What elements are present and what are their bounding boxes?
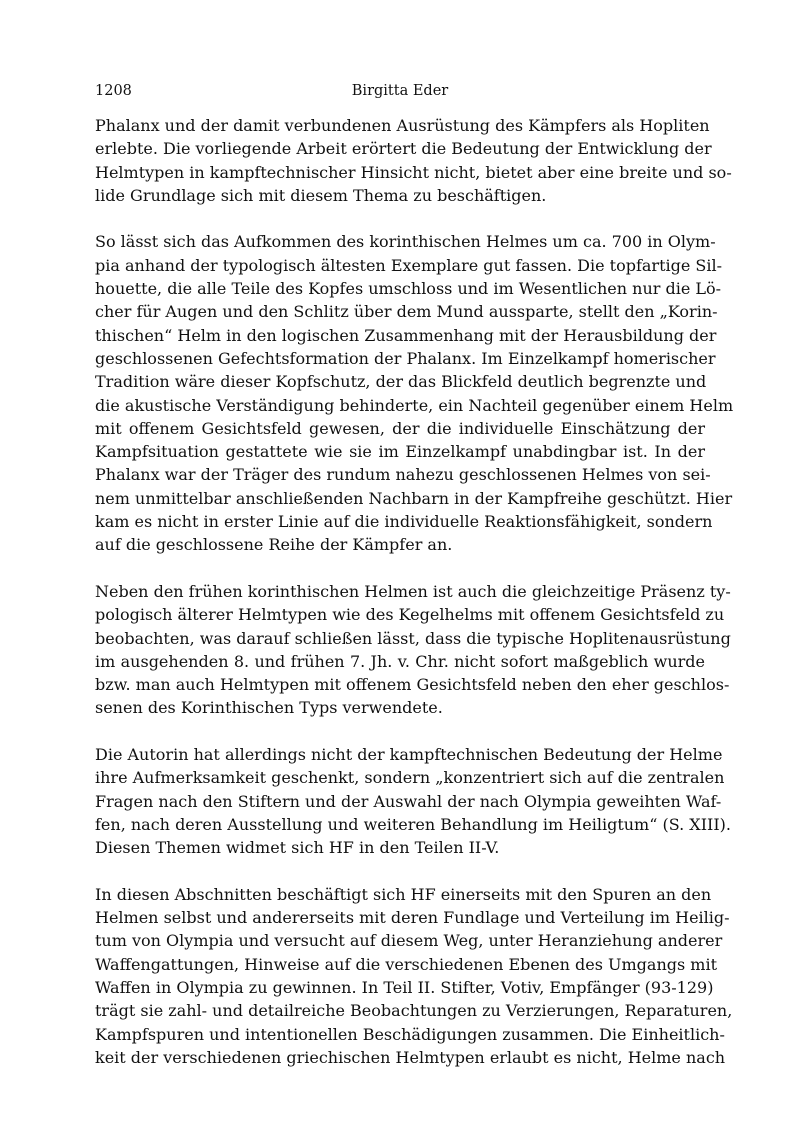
text-line: Kampfsituation gestattete wie sie im Einzelkampf unabdingbar ist. In der (95, 442, 705, 462)
text-line: nem unmittelbar anschließenden Nachbarn in der Kampfreihe geschützt. Hier (95, 488, 733, 508)
text-line: Phalanx und der damit verbundenen Ausrüstung des Kämpfers als Hopliten (95, 116, 710, 135)
text-line: trägt sie zahl- und detailreiche Beobachtungen zu Verzierungen, Reparaturen, (95, 1001, 733, 1021)
text-line: auf die geschlossene Reihe der Kämpfer an. (95, 535, 453, 555)
text-line: fen, nach deren Ausstellung und weiteren Behandlung im Heiligtum“ (S. XIII). (95, 814, 731, 834)
text-line: thischen“ Helm in den logischen Zusammenhang mit der Herausbildung der (95, 325, 717, 345)
text-line: geschlossenen Gefechtsformation der Phalanx. Im Einzelkampf homerischer (95, 348, 716, 368)
paragraph-4 (95, 743, 731, 859)
text-line: pia anhand der typologisch ältesten Exemplare gut fassen. Die topfartige Sil- (95, 255, 723, 275)
text-line: cher für Augen und den Schlitz über dem Mund aussparte, stellt den „Korin- (95, 302, 718, 322)
text-line: houette, die alle Teile des Kopfes umschloss und im Wesentlichen nur die Lö- (95, 279, 722, 299)
text-line: Neben den frühen korinthischen Helmen ist auch die gleichzeitige Präsenz ty- (95, 581, 731, 601)
text-line: erlebte. Die vorliegende Arbeit erörtert die Bedeutung der Entwicklung der (95, 139, 712, 159)
text-line: So lässt sich das Aufkommen des korinthischen Helmes um ca. 700 in Olym- (95, 232, 716, 252)
running-head-author: Birgitta Eder (351, 83, 449, 99)
body-text (95, 114, 734, 1069)
text-line: Fragen nach den Stiftern und der Auswahl der nach Olympia geweihten Waf- (95, 791, 722, 811)
text-line: Helmtypen in kampftechnischer Hinsicht nicht, bietet aber eine breite und so- (95, 162, 732, 182)
text-line: kam es nicht in erster Linie auf die individuelle Reaktionsfähigkeit, sondern (95, 512, 713, 532)
paragraph-2 (95, 230, 734, 556)
text-line: keit der verschiedenen griechischen Helmtypen erlaubt es nicht, Helme nach (95, 1047, 726, 1067)
text-line: Helmen selbst und andererseits mit deren Fundlage und Verteilung im Heilig- (95, 908, 730, 928)
text-line: Tradition wäre dieser Kopfschutz, der das Blickfeld deutlich begrenzte und (95, 372, 707, 392)
text-line: lide Grundlage sich mit diesem Thema zu beschäftigen. (95, 185, 547, 205)
text-line: Die Autorin hat allerdings nicht der kampftechnischen Bedeutung der Helme (95, 745, 723, 765)
text-line: die akustische Verständigung behinderte, ein Nachteil gegenüber einem Helm (95, 395, 734, 415)
text-line: senen des Korinthischen Typs verwendete. (95, 698, 443, 718)
page-number: 1208 (95, 83, 132, 99)
text-line: beobachten, was darauf schließen lässt, dass die typische Hoplitenausrüstung (95, 628, 731, 648)
text-line: im ausgehenden 8. und frühen 7. Jh. v. Chr. nicht sofort maßgeblich wurde (95, 651, 705, 671)
page-header (95, 80, 705, 102)
text-line: Diesen Themen widmet sich HF in den Teilen II-V. (95, 838, 500, 858)
text-line: Phalanx war der Träger des rundum nahezu geschlossenen Helmes von sei- (95, 465, 711, 485)
text-line: Kampfspuren und intentionellen Beschädigungen zusammen. Die Einheitlich- (95, 1024, 725, 1044)
text-line: tum von Olympia und versucht auf diesem Weg, unter Heranziehung anderer (95, 931, 723, 951)
paragraph-3 (95, 580, 731, 720)
text-line: pologisch älterer Helmtypen wie des Kegelhelms mit offenem Gesichtsfeld zu (95, 605, 725, 625)
text-line: mit offenem Gesichtsfeld gewesen, der die individuelle Einschätzung der (95, 418, 705, 438)
text-line: bzw. man auch Helmtypen mit offenem Gesichtsfeld neben den eher geschlos- (95, 675, 730, 695)
text-line: Waffen in Olympia zu gewinnen. In Teil II. Stifter, Votiv, Empfänger (93-129) (95, 977, 714, 997)
text-line: In diesen Abschnitten beschäftigt sich HF einerseits mit den Spuren an den (95, 884, 712, 904)
text-line: ihre Aufmerksamkeit geschenkt, sondern „konzentriert sich auf die zentralen (95, 768, 725, 788)
text-line: Waffengattungen, Hinweise auf die verschiedenen Ebenen des Umgangs mit (95, 954, 718, 974)
paragraph-5 (95, 883, 733, 1069)
paragraph-1 (95, 114, 732, 207)
